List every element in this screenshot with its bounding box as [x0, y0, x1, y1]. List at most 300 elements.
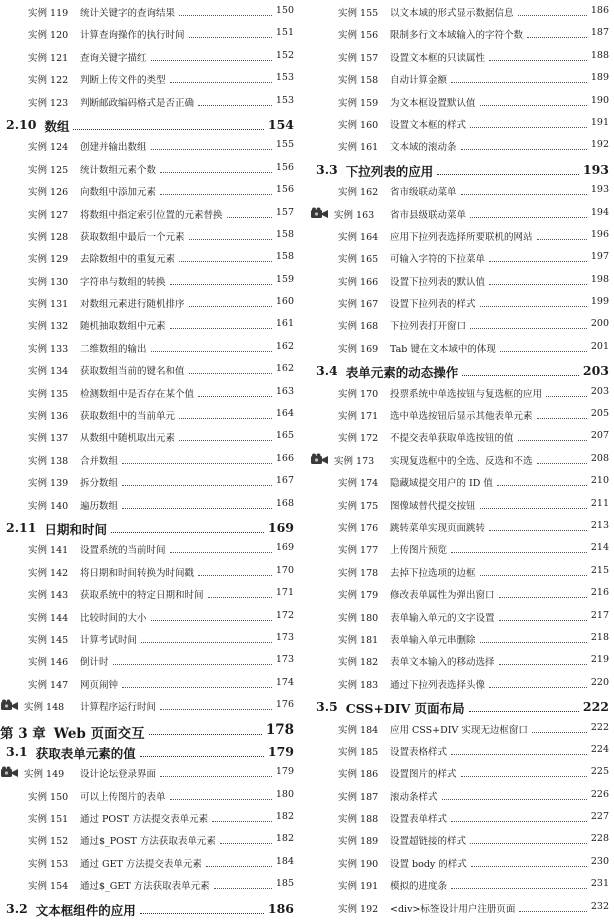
page-number: 169: [267, 519, 294, 535]
entry-title: 判断上传文件的类型: [80, 75, 166, 87]
example-number: 实例 147: [28, 679, 69, 691]
page-number: 156: [275, 184, 294, 196]
section-heading[interactable]: [310, 360, 612, 382]
section-title: 文本框组件的应用: [35, 902, 136, 918]
toc-entry[interactable]: [310, 114, 612, 136]
dot-leader: [461, 149, 587, 150]
page-number: 174: [275, 676, 294, 688]
page-number: 199: [590, 296, 609, 308]
dot-leader: [480, 306, 587, 307]
page-number: 232: [590, 900, 609, 912]
toc-entry[interactable]: [0, 629, 297, 651]
toc-entry[interactable]: [310, 315, 612, 337]
example-number: 实例 137: [28, 433, 69, 445]
dot-leader: [451, 754, 587, 755]
section-number: 2.11: [6, 519, 37, 535]
dot-leader: [149, 734, 262, 735]
example-number: 实例 119: [28, 8, 69, 19]
page-number: 222: [590, 721, 609, 733]
entry-title: 计算查询操作的执行时间: [80, 30, 185, 42]
entry-title: 去除数组中的重复元素: [80, 254, 176, 266]
page-number: 192: [590, 139, 609, 151]
dot-leader: [160, 776, 272, 777]
entry-title: 获取系统中的特定日期和时间: [80, 590, 204, 602]
section-title: Web 页面交互: [53, 725, 145, 742]
page-number: 152: [275, 49, 294, 61]
toc-entry[interactable]: [310, 69, 612, 91]
entry-title: 遍历数组: [80, 500, 119, 512]
example-number: 实例 181: [338, 634, 379, 646]
example-number: 实例 139: [28, 478, 69, 490]
page-number: 155: [275, 139, 294, 151]
entry-title: 获取数组中最后一个元素: [80, 231, 185, 243]
toc-entry[interactable]: [310, 47, 612, 69]
entry-title: 二维数组的输出: [80, 343, 147, 355]
toc-entry[interactable]: [310, 495, 612, 517]
page-number: 194: [590, 206, 609, 218]
entry-title: 设置文本框的只读属性: [390, 52, 486, 64]
page-number: 180: [275, 788, 294, 800]
dot-leader: [122, 687, 272, 688]
page-number: 179: [267, 743, 294, 759]
dot-leader: [189, 306, 272, 307]
example-number: 实例 175: [338, 500, 379, 512]
page-number: 214: [590, 542, 609, 554]
dot-leader: [189, 239, 272, 240]
video-camera-icon: [0, 699, 19, 712]
entry-title: 计算程序运行时间: [80, 702, 157, 714]
dot-leader: [170, 284, 272, 285]
example-number: 实例 124: [28, 142, 69, 154]
page-number: 186: [590, 5, 609, 16]
dot-leader: [111, 532, 264, 533]
toc-entry[interactable]: [0, 584, 297, 606]
section-heading[interactable]: [310, 159, 612, 181]
section-heading[interactable]: [0, 114, 297, 136]
example-number: 实例 185: [338, 746, 379, 758]
example-number: 实例 121: [28, 52, 69, 64]
page-number: 166: [275, 452, 294, 464]
entry-title: 设置图片的样式: [390, 769, 457, 781]
entry-title: 文本域的滚动条: [390, 142, 457, 154]
section-number: 3.1: [6, 743, 28, 759]
section-title: 数组: [44, 118, 70, 134]
page-number: 179: [275, 766, 294, 778]
toc-entry[interactable]: [0, 92, 297, 114]
entry-title: 将数组中指定索引位置的元素替换: [80, 209, 223, 221]
dot-leader: [113, 664, 272, 665]
toc-entry[interactable]: [310, 763, 612, 785]
dot-leader: [480, 642, 587, 643]
page-number: 224: [590, 743, 609, 755]
toc-entry[interactable]: [310, 741, 612, 763]
toc-entry[interactable]: [0, 607, 297, 629]
toc-entry[interactable]: [310, 629, 612, 651]
page-number: 173: [275, 631, 294, 643]
example-number: 实例 159: [338, 97, 379, 109]
toc-entry[interactable]: [0, 674, 297, 696]
example-number: 实例 138: [28, 455, 69, 467]
toc-column-right: [310, 2, 612, 915]
toc-entry[interactable]: [0, 427, 297, 449]
example-number: 实例 149: [24, 769, 65, 781]
toc-entry[interactable]: [310, 539, 612, 561]
entry-title: 去掉下拉选项的边框: [390, 567, 476, 579]
example-number: 实例 132: [28, 321, 69, 333]
toc-entry[interactable]: [310, 405, 612, 427]
entry-title: 实现复选框中的全选、反选和不选: [390, 455, 533, 467]
entry-title: 应用下拉列表选择所要联机的网站: [390, 231, 533, 243]
toc-entry[interactable]: [310, 450, 612, 472]
page-number: 225: [590, 766, 609, 778]
example-number: 实例 142: [28, 567, 69, 579]
toc-entry[interactable]: [310, 607, 612, 629]
toc-entry[interactable]: [0, 405, 297, 427]
page-number: 191: [590, 116, 609, 128]
page-number: 167: [275, 475, 294, 487]
entry-title: 判断邮政编码格式是否正确: [80, 97, 195, 109]
entry-title: 设计论坛登录界面: [80, 769, 157, 781]
entry-title: 查询关键字描红: [80, 52, 147, 64]
toc-entry[interactable]: [310, 584, 612, 606]
dot-leader: [179, 261, 272, 262]
page-number: 151: [275, 27, 294, 39]
example-number: 实例 141: [28, 545, 69, 557]
toc-entry[interactable]: [0, 181, 297, 203]
page-number: 154: [267, 116, 294, 132]
page-number: 207: [590, 430, 609, 442]
toc-entry[interactable]: [0, 293, 297, 315]
example-number: 实例 133: [28, 343, 69, 355]
section-heading[interactable]: [0, 517, 297, 539]
example-number: 实例 164: [338, 231, 379, 243]
toc-entry[interactable]: [310, 651, 612, 673]
page-number: 205: [590, 408, 609, 420]
page-number: 178: [265, 721, 294, 738]
toc-entry[interactable]: [310, 293, 612, 315]
dot-leader: [140, 756, 264, 757]
toc-entry[interactable]: [310, 719, 612, 741]
dot-leader: [442, 799, 587, 800]
toc-entry[interactable]: [310, 181, 612, 203]
example-number: 实例 171: [338, 411, 379, 423]
example-number: 实例 172: [338, 433, 379, 445]
entry-title: 设置系统的当前时间: [80, 545, 166, 557]
entry-title: 合并数组: [80, 455, 119, 467]
page-number: 157: [275, 206, 294, 218]
page-number: 215: [590, 564, 609, 576]
dot-leader: [73, 129, 263, 130]
page-number: 196: [590, 228, 609, 240]
page-number: 200: [590, 318, 609, 330]
entry-title: 统计数组元素个数: [80, 164, 157, 176]
entry-title: 向数组中添加元素: [80, 187, 157, 199]
toc-entry[interactable]: [0, 651, 297, 673]
toc-entry[interactable]: [310, 875, 612, 897]
page-number: 171: [275, 587, 294, 599]
page-number: 186: [267, 900, 294, 916]
dot-leader: [212, 821, 272, 822]
example-number: 实例 146: [28, 657, 69, 669]
page-number: 153: [275, 72, 294, 84]
dot-leader: [206, 866, 272, 867]
dot-leader: [140, 913, 264, 914]
page-number: 158: [275, 228, 294, 240]
page-number: 217: [590, 609, 609, 621]
section-number: 3.2: [6, 900, 28, 916]
toc-entry[interactable]: [0, 159, 297, 181]
entry-title: 计算考试时间: [80, 634, 138, 646]
dot-leader: [151, 620, 272, 621]
example-number: 实例 126: [28, 187, 69, 199]
toc-entry[interactable]: [310, 472, 612, 494]
entry-title: 隐藏域提交用户的 ID 值: [390, 478, 493, 490]
example-number: 实例 162: [338, 187, 379, 199]
toc-entry[interactable]: [310, 204, 612, 226]
toc-entry[interactable]: [0, 24, 297, 46]
dot-leader: [220, 843, 272, 844]
section-heading[interactable]: [0, 741, 297, 763]
toc-entry[interactable]: [0, 763, 297, 785]
entry-title: 不提交表单获取单选按钮的值: [390, 433, 514, 445]
toc-entry[interactable]: [0, 338, 297, 360]
entry-title: 设置 body 的样式: [390, 858, 467, 870]
example-number: 实例 170: [338, 388, 379, 400]
toc-entry[interactable]: [310, 136, 612, 158]
toc-entry[interactable]: [310, 427, 612, 449]
example-number: 实例 120: [28, 30, 69, 42]
toc-entry[interactable]: [310, 248, 612, 270]
page-number: 203: [590, 385, 609, 397]
example-number: 实例 168: [338, 321, 379, 333]
dot-leader: [470, 328, 587, 329]
entry-title: 创建并输出数组: [80, 142, 147, 154]
page-number: 156: [275, 161, 294, 173]
entry-title: 上传图片预览: [390, 545, 448, 557]
section-title: CSS+DIV 页面布局: [345, 701, 465, 717]
example-number: 实例 128: [28, 231, 69, 243]
page-number: 162: [275, 363, 294, 375]
page-number: 164: [275, 408, 294, 420]
dot-leader: [470, 217, 587, 218]
toc-entry[interactable]: [310, 226, 612, 248]
dot-leader: [519, 911, 586, 912]
toc-entry[interactable]: [0, 539, 297, 561]
page-number: 227: [590, 811, 609, 823]
example-number: 实例 125: [28, 164, 69, 176]
entry-title: 模拟的进度条: [390, 881, 448, 893]
page-number: 189: [590, 72, 609, 84]
toc-entry[interactable]: [310, 853, 612, 875]
toc-entry[interactable]: [0, 2, 297, 24]
dot-leader: [489, 530, 587, 531]
toc-entry[interactable]: [0, 248, 297, 270]
example-number: 实例 187: [338, 791, 379, 803]
dot-leader: [546, 396, 587, 397]
example-number: 实例 155: [338, 8, 379, 19]
dot-leader: [451, 821, 587, 822]
toc-entry[interactable]: [310, 24, 612, 46]
page-number: 150: [275, 5, 294, 16]
entry-title: 为文本框设置默认值: [390, 97, 476, 109]
entry-title: 表单文本输入的移动选择: [390, 657, 495, 669]
example-number: 实例 180: [338, 612, 379, 624]
page-number: 158: [275, 251, 294, 263]
toc-entry[interactable]: [0, 136, 297, 158]
toc-entry[interactable]: [0, 226, 297, 248]
page-number: 231: [590, 878, 609, 890]
page-number: 218: [590, 631, 609, 643]
dot-leader: [537, 418, 587, 419]
toc-entry[interactable]: [0, 47, 297, 69]
example-number: 实例 150: [28, 791, 69, 803]
entry-title: 比较时间的大小: [80, 612, 147, 624]
entry-title: 对数组元素进行随机排序: [80, 299, 185, 311]
entry-title: 投票系统中单选按钮与复选框的应用: [390, 388, 543, 400]
page-number: 219: [590, 654, 609, 666]
entry-title: 选中单选按钮后显示其他表单元素: [390, 411, 533, 423]
entry-title: 将日期和时间转换为时间戳: [80, 567, 195, 579]
toc-entry[interactable]: [310, 786, 612, 808]
toc-entry[interactable]: [0, 786, 297, 808]
entry-title: 通过下拉列表选择头像: [390, 679, 486, 691]
entry-title: 设置表单样式: [390, 814, 448, 826]
toc-entry[interactable]: [310, 338, 612, 360]
example-number: 实例 191: [338, 881, 379, 893]
example-number: 实例 135: [28, 388, 69, 400]
page-number: 190: [590, 94, 609, 106]
toc-entry[interactable]: [0, 315, 297, 337]
dot-leader: [160, 709, 272, 710]
entry-title: 限制多行文本域输入的字符个数: [390, 30, 524, 42]
page-number: 187: [590, 27, 609, 39]
dot-leader: [179, 15, 272, 16]
page-number: 182: [275, 811, 294, 823]
entry-title: 表单输入单元的文字设置: [390, 612, 495, 624]
example-number: 实例 130: [28, 276, 69, 288]
toc-entry[interactable]: [310, 383, 612, 405]
dot-leader: [198, 396, 272, 397]
section-heading[interactable]: [310, 696, 612, 718]
chapter-heading[interactable]: [0, 719, 297, 741]
toc-entry[interactable]: [0, 875, 297, 897]
toc-entry[interactable]: [310, 271, 612, 293]
page-number: 182: [275, 833, 294, 845]
toc-entry[interactable]: [0, 808, 297, 830]
entry-title: 省市县级联动菜单: [390, 209, 467, 221]
page-number: 198: [590, 273, 609, 285]
toc-entry[interactable]: [0, 495, 297, 517]
page-number: 173: [275, 654, 294, 666]
dot-leader: [471, 866, 587, 867]
toc-entry[interactable]: [310, 898, 612, 920]
video-camera-icon: [310, 207, 329, 220]
entry-title: 设置下拉列表的默认值: [390, 276, 486, 288]
entry-title: 表单输入单元串删除: [390, 634, 476, 646]
dot-leader: [227, 217, 272, 218]
dot-leader: [518, 440, 587, 441]
page-number: 201: [590, 340, 609, 352]
toc-entry[interactable]: [310, 808, 612, 830]
dot-leader: [537, 239, 587, 240]
toc-entry[interactable]: [0, 383, 297, 405]
example-number: 实例 165: [338, 254, 379, 266]
toc-entry[interactable]: [0, 204, 297, 226]
example-number: 实例 158: [338, 75, 379, 87]
dot-leader: [198, 575, 272, 576]
toc-entry[interactable]: [0, 830, 297, 852]
example-number: 实例 174: [338, 478, 379, 490]
example-number: 实例 134: [28, 366, 69, 378]
toc-entry[interactable]: [0, 562, 297, 584]
entry-title: 检测数组中是否存在某个值: [80, 388, 195, 400]
section-title: 日期和时间: [44, 521, 107, 537]
example-number: 实例 143: [28, 590, 69, 602]
toc-entry[interactable]: [310, 562, 612, 584]
example-number: 实例 182: [338, 657, 379, 669]
toc-entry[interactable]: [0, 360, 297, 382]
dot-leader: [461, 776, 587, 777]
page-number: 165: [275, 430, 294, 442]
toc-entry[interactable]: [0, 450, 297, 472]
dot-leader: [480, 508, 587, 509]
dot-leader: [160, 194, 272, 195]
example-number: 实例 183: [338, 679, 379, 691]
dot-leader: [141, 642, 272, 643]
toc-entry[interactable]: [0, 472, 297, 494]
dot-leader: [451, 888, 587, 889]
example-number: 实例 166: [338, 276, 379, 288]
example-number: 实例 154: [28, 881, 69, 893]
dot-leader: [499, 664, 587, 665]
toc-entry[interactable]: [310, 517, 612, 539]
example-number: 实例 179: [338, 590, 379, 602]
example-number: 实例 167: [338, 299, 379, 311]
toc-entry[interactable]: [0, 696, 297, 718]
example-number: 实例 148: [24, 702, 65, 714]
page-number: 163: [275, 385, 294, 397]
toc-entry[interactable]: [0, 271, 297, 293]
dot-leader: [170, 799, 272, 800]
section-heading[interactable]: [0, 898, 297, 920]
toc-entry[interactable]: [310, 674, 612, 696]
dot-leader: [470, 843, 587, 844]
entry-title: 获取数组中的当前单元: [80, 411, 176, 423]
entry-title: 下拉列表打开窗口: [390, 321, 467, 333]
dot-leader: [208, 597, 272, 598]
page-number: 211: [590, 497, 609, 509]
example-number: 实例 144: [28, 612, 69, 624]
toc-entry[interactable]: [310, 92, 612, 114]
entry-title: 倒计时: [80, 657, 109, 669]
toc-entry[interactable]: [310, 2, 612, 24]
dot-leader: [151, 351, 272, 352]
dot-leader: [179, 418, 272, 419]
toc-entry[interactable]: [0, 853, 297, 875]
toc-entry[interactable]: [310, 830, 612, 852]
video-camera-icon: [310, 453, 329, 466]
page-number: 168: [275, 497, 294, 509]
dot-leader: [532, 732, 587, 733]
dot-leader: [151, 60, 272, 61]
section-number: 3.4: [316, 363, 338, 379]
toc-entry[interactable]: [0, 69, 297, 91]
dot-leader: [480, 575, 587, 576]
page-number: 161: [275, 318, 294, 330]
dot-leader: [518, 15, 587, 16]
dot-leader: [189, 37, 272, 38]
dot-leader: [437, 174, 579, 175]
